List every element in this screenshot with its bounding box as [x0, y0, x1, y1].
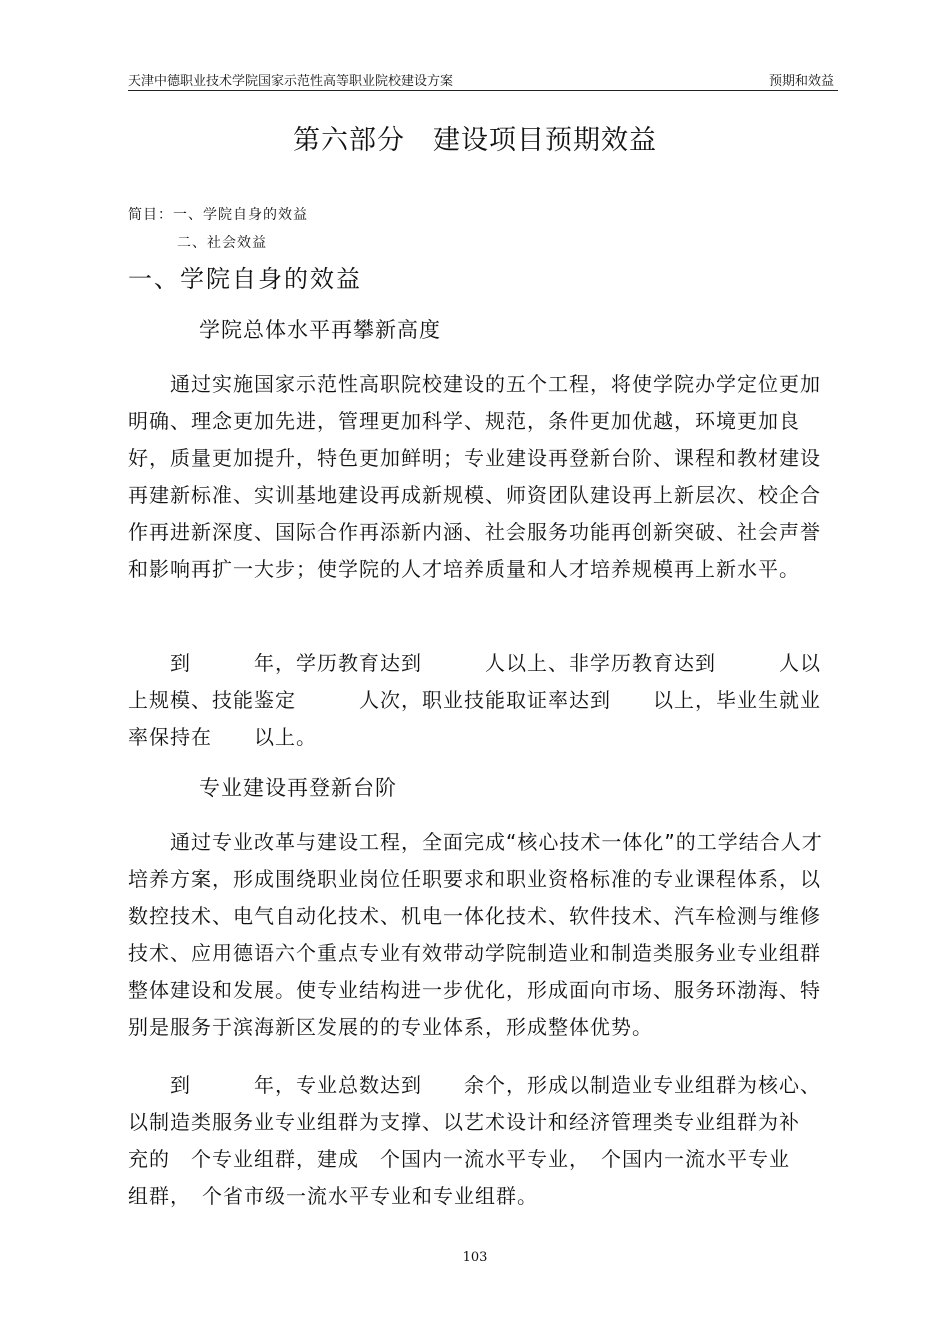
toc-line-2: 二、社会效益 — [177, 235, 267, 251]
paragraph-specialty-targets-line-3: 充的 个专业组群，建成 个国内一流水平专业， 个国内一流水平专业 — [128, 1147, 790, 1171]
page-title: 第六部分 建设项目预期效益 — [293, 125, 657, 156]
paragraph-overall-level: 通过实施国家示范性高职院校建设的五个工程，将使学院办学定位更加明确、理念更加先进，管理更加科学、规范，条件更加优越，环境更加良好，质量更加提升，特色更加鲜明；专业建设再登新台阶、课程和教材建设再建新标准、实训基地建设再成新规模、师资团队建设再上新层次、校企合作再进新深度、国际合作再添新内涵、社会服务功能再创新突破、社会声誉和影响再扩一大步；使学院的人才培养质量和人才培养规模再上新水平。 — [128, 372, 821, 581]
paragraph-specialty-building: 通过专业改革与建设工程，全面完成“核心技术一体化”的工学结合人才培养方案，形成围绕职业岗位任职要求和职业资格标准的专业课程体系，以数控技术、电气自动化技术、机电一体化技术、软件技术、汽车检测与维修技术、应用德语六个重点专业有效带动学院制造业和制造类服务业专业组群整体建设和发展。使专业结构进一步优化，形成面向市场、服务环渤海、特别是服务于滨海新区发展的的专业体系，形成整体优势。 — [128, 830, 823, 1039]
section-heading: 一、学院自身的效益 — [128, 265, 362, 293]
header-section-title: 预期和效益 — [768, 74, 834, 89]
paragraph-targets-line-3: 率保持在 以上。 — [128, 725, 317, 749]
subheading-overall-level: 学院总体水平再攀新高度 — [199, 318, 441, 342]
page-number: 103 — [462, 1250, 488, 1265]
toc-line-1: 简目：一、学院自身的效益 — [128, 207, 308, 223]
paragraph-targets-line-2: 上规模、技能鉴定 人次，职业技能取证率达到 以上，毕业生就业 — [128, 688, 821, 712]
page-header — [128, 68, 838, 91]
paragraph-targets-line-1: 到 年，学历教育达到 人以上、非学历教育达到 人以 — [128, 651, 821, 675]
paragraph-specialty-targets-line-1: 到 年，专业总数达到 余个，形成以制造业专业组群为核心、 — [128, 1073, 821, 1097]
paragraph-specialty-targets-line-4: 组群， 个省市级一流水平专业和专业组群。 — [128, 1184, 538, 1208]
subheading-specialty-building: 专业建设再登新台阶 — [199, 776, 397, 800]
header-document-title: 天津中德职业技术学院国家示范性高等职业院校建设方案 — [128, 74, 454, 89]
paragraph-specialty-targets-line-2: 以制造类服务业专业组群为支撑、以艺术设计和经济管理类专业组群为补 — [128, 1110, 800, 1134]
